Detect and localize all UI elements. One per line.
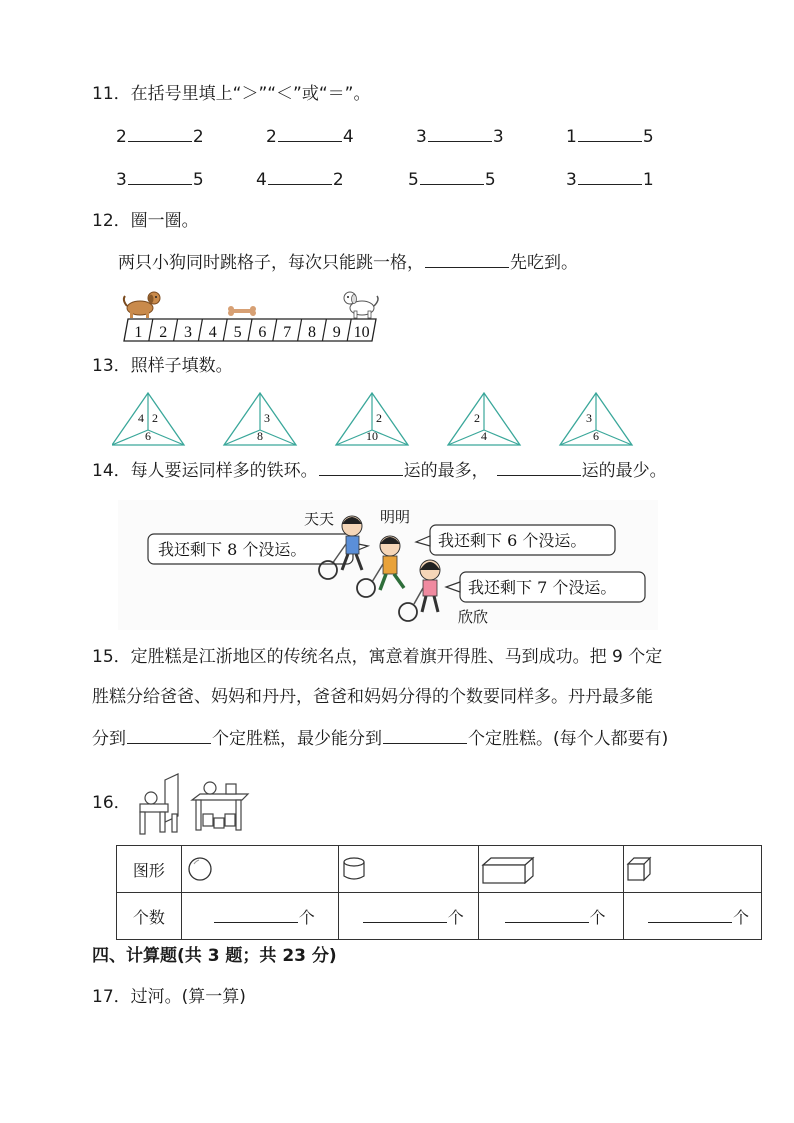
q16-title: 16． <box>92 793 131 813</box>
white-dog-icon <box>344 292 378 318</box>
triangle-bottom-number: 10 <box>366 429 378 443</box>
q12-text: 两只小狗同时跳格子，每次只能跳一格， 先吃到。 <box>118 253 578 273</box>
brown-dog-icon <box>124 292 160 318</box>
answer-blank[interactable] <box>425 266 509 268</box>
answer-blank[interactable] <box>268 183 332 185</box>
compare-item: 5 5 <box>408 170 496 190</box>
compare-item: 3 5 <box>116 170 204 190</box>
number-triangle <box>560 393 632 445</box>
block-furniture-illustration <box>130 770 255 836</box>
shape-count-table <box>116 845 762 940</box>
triangle-left-number: 3 <box>586 411 592 425</box>
q15-line3: 分到 个定胜糕，最少能分到 个定胜糕。(每个人都要有) <box>92 729 669 749</box>
compare-item: 1 5 <box>566 127 654 147</box>
q15-line2: 胜糕分给爸爸、妈妈和丹丹，爸爸和妈妈分得的个数要同样多。丹丹最多能 <box>92 687 653 707</box>
triangle-right-number: 3 <box>264 411 270 425</box>
grid-cell-number[interactable]: 3 <box>184 324 192 341</box>
triangle-bottom-number: 4 <box>481 429 487 443</box>
count-cell: 个 <box>338 893 478 940</box>
sphere-icon <box>185 854 215 884</box>
number-triangle <box>224 393 296 445</box>
answer-blank[interactable] <box>383 742 467 744</box>
count-cell: 个 <box>181 893 338 940</box>
count-cell: 个 <box>623 893 761 940</box>
name-label: 明明 <box>380 508 411 526</box>
q13-title: 13．照样子填数。 <box>92 356 233 376</box>
triangle-right-number: 2 <box>152 411 158 425</box>
q17-title: 17．过河。(算一算) <box>92 987 246 1007</box>
row-label: 个数 <box>117 893 182 940</box>
answer-blank[interactable] <box>214 921 298 923</box>
answer-blank[interactable] <box>578 183 642 185</box>
bubble-text: 我还剩下 7 个没运。 <box>468 578 617 597</box>
answer-blank[interactable] <box>578 140 642 142</box>
triangle-right-number: 2 <box>376 411 382 425</box>
grid-cell-number[interactable]: 2 <box>159 324 168 341</box>
shape-cell <box>338 846 478 893</box>
grid-cell-number[interactable]: 7 <box>283 324 292 341</box>
answer-blank[interactable] <box>648 921 732 923</box>
answer-blank[interactable] <box>420 183 484 185</box>
section-heading: 四、计算题(共 3 题；共 23 分) <box>92 946 337 966</box>
answer-blank[interactable] <box>127 742 211 744</box>
number-triangle <box>336 393 408 445</box>
count-cell: 个 <box>478 893 623 940</box>
number-triangle <box>448 393 520 445</box>
cube-icon <box>625 854 655 884</box>
cuboid-icon <box>480 854 536 884</box>
triangle-bottom-number: 6 <box>593 429 599 443</box>
number-triangle <box>112 393 184 445</box>
cylinder-icon <box>340 854 370 884</box>
row-label: 图形 <box>117 846 182 893</box>
bone-icon <box>228 306 256 316</box>
bubble-text: 我还剩下 8 个没运。 <box>158 540 307 559</box>
jump-grid-illustration <box>118 286 388 344</box>
grid-cell-number[interactable]: 5 <box>233 324 242 341</box>
compare-item: 2 4 <box>266 127 354 147</box>
compare-item: 3 3 <box>416 127 504 147</box>
q11-title: 11．在括号里填上“＞”“＜”或“＝”。 <box>92 84 371 104</box>
shape-cell <box>623 846 761 893</box>
triangle-bottom-number: 8 <box>257 429 263 443</box>
answer-blank[interactable] <box>128 140 192 142</box>
name-label: 天天 <box>304 510 335 528</box>
name-label: 欣欣 <box>458 608 489 626</box>
shape-cell <box>478 846 623 893</box>
grid-cell-number[interactable]: 9 <box>332 324 341 341</box>
grid-cell-number[interactable]: 10 <box>353 324 370 341</box>
grid-cell-number[interactable]: 8 <box>308 324 316 341</box>
grid-cell-number[interactable]: 4 <box>208 324 217 341</box>
answer-blank[interactable] <box>363 921 447 923</box>
triangle-left-number: 2 <box>474 411 480 425</box>
compare-item: 4 2 <box>256 170 344 190</box>
triangle-bottom-number: 6 <box>145 429 151 443</box>
answer-blank[interactable] <box>278 140 342 142</box>
compare-item: 2 2 <box>116 127 204 147</box>
q14-title: 14．每人要运同样多的铁环。 运的最多， 运的最少。 <box>92 461 667 481</box>
q12-title: 12．圈一圈。 <box>92 211 199 231</box>
answer-blank[interactable] <box>428 140 492 142</box>
triangle-left-number: 4 <box>138 411 144 425</box>
q15-line1: 15．定胜糕是江浙地区的传统名点，寓意着旗开得胜、马到成功。把 9 个定 <box>92 647 663 667</box>
grid-cell-number[interactable]: 6 <box>258 324 267 341</box>
answer-blank[interactable] <box>319 474 403 476</box>
compare-item: 3 1 <box>566 170 654 190</box>
answer-blank[interactable] <box>505 921 589 923</box>
number-triangles <box>112 390 642 448</box>
shape-cell <box>181 846 338 893</box>
children-illustration <box>118 500 658 630</box>
bubble-text: 我还剩下 6 个没运。 <box>438 531 587 550</box>
grid-cell-number[interactable]: 1 <box>134 324 143 341</box>
answer-blank[interactable] <box>497 474 581 476</box>
answer-blank[interactable] <box>128 183 192 185</box>
